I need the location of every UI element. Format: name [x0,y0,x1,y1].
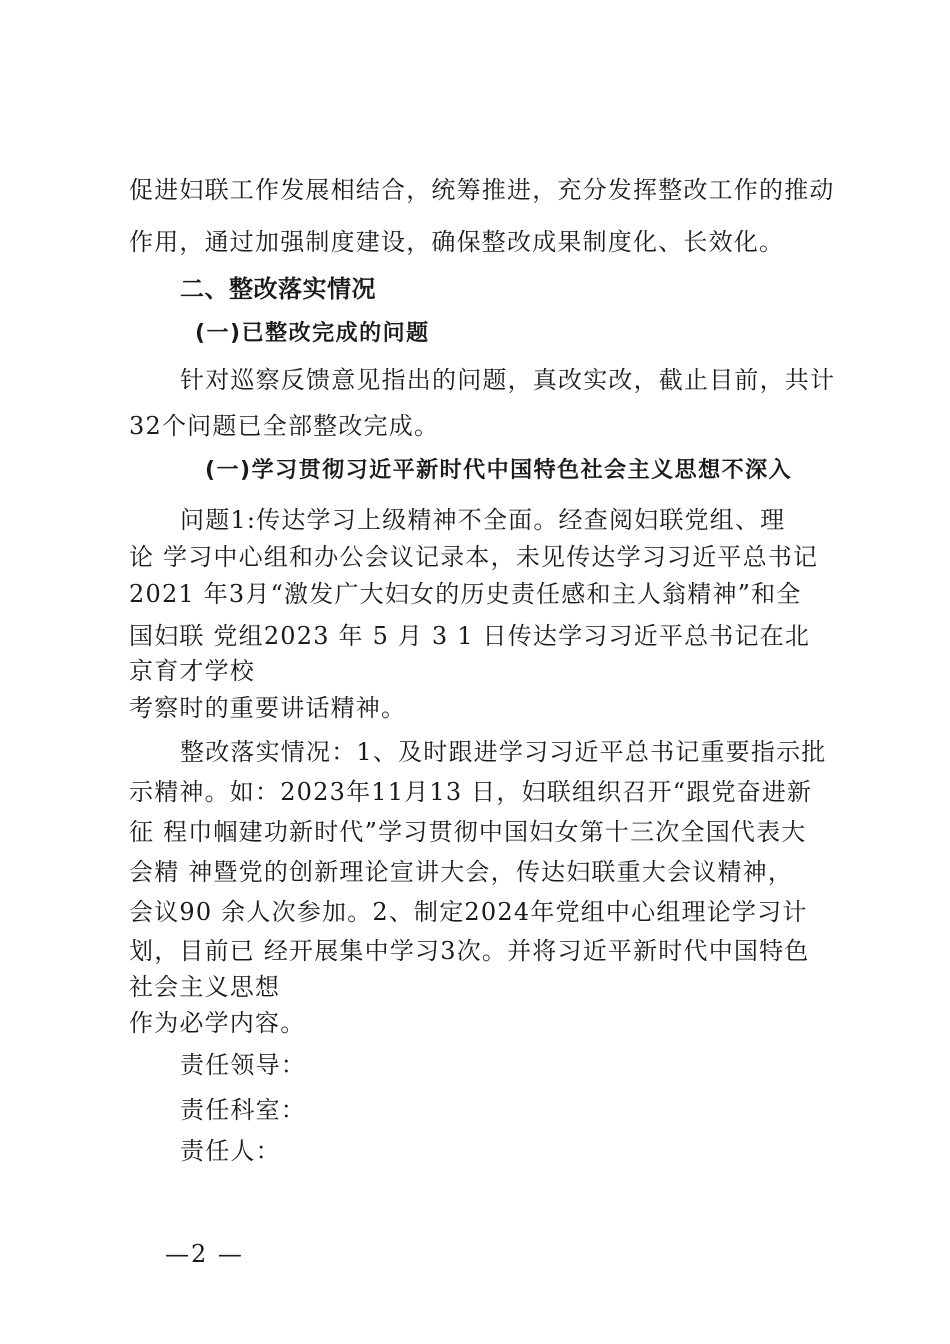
intro-line-2: 作用，通过加强制度建设，确保整改成果制度化、长效化。 [129,228,785,256]
problem-line-2: 论 学习中心组和办公会议记录本，未见传达学习习近平总书记 [129,543,819,571]
summary-line-2: 32个问题已全部整改完成。 [129,412,440,440]
rectification-line-2: 示精神。如：2023年11月13 日，妇联组织召开“跟党奋进新 [129,778,813,806]
subsection-heading: (一)已整改完成的问题 [195,321,430,346]
problem-line-1: 问题1:传达学习上级精神不全面。经查阅妇联党组、理 [180,506,786,534]
page-number: —2 — [165,1240,244,1268]
rectification-line-1: 整改落实情况：1、及时跟进学习习近平总书记重要指示批 [180,738,827,766]
intro-line-1: 促进妇联工作发展相结合，统筹推进，充分发挥整改工作的推动 [129,176,835,204]
responsible-leader-label: 责任领导： [180,1051,306,1079]
problem-line-5: 京育才学校 [129,657,255,685]
rectification-line-6: 划，目前已 经开展集中学习3次。并将习近平新时代中国特色 [129,937,810,965]
section-heading: 二、整改落实情况 [180,275,376,303]
rectification-line-7: 社会主义思想 [129,973,281,1001]
rectification-line-3: 征 程巾帼建功新时代”学习贯彻中国妇女第十三次全国代表大 [129,818,807,846]
rectification-line-5: 会议90 余人次参加。2、制定2024年党组中心组理论学习计 [129,898,808,926]
rectification-line-8: 作为必学内容。 [129,1009,306,1037]
summary-line-1: 针对巡察反馈意见指出的问题，真改实改，截止目前，共计 [180,366,836,394]
responsible-person-label: 责任人： [180,1137,281,1165]
problem-line-3: 2021 年3月“激发广大妇女的历史责任感和主人翁精神”和全 [129,580,802,608]
topic-heading: (一)学习贯彻习近平新时代中国特色社会主义思想不深入 [205,458,793,483]
problem-line-4: 国妇联 党组2023 年 5 月 3 1 日传达学习习近平总书记在北 [129,622,811,650]
responsible-office-label: 责任科室： [180,1096,306,1124]
rectification-line-4: 会精 神暨党的创新理论宣讲大会，传达妇联重大会议精神， [129,858,794,886]
problem-line-6: 考察时的重要讲话精神。 [129,694,407,722]
